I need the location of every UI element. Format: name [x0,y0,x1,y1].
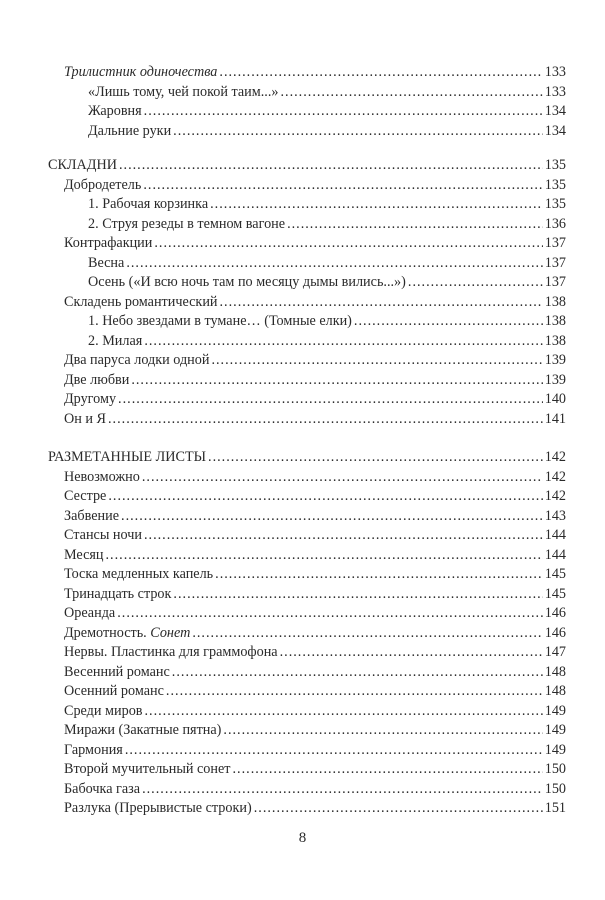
entry-page-number: 137 [544,235,566,251]
entry-page-number: 133 [544,64,566,80]
toc-entry [48,83,566,103]
entry-title-italic: Трилистник одиночества [64,64,218,80]
toc-entry [48,332,566,352]
toc-entry [48,234,566,254]
entry-page-number: 135 [544,176,566,193]
entry-title [64,780,140,800]
entry-title-text: Забвение [64,507,120,524]
toc-entry [48,487,566,507]
entry-title [64,702,142,722]
entry-page-number: 143 [544,507,566,524]
dot-leader [144,702,542,722]
entry-page-number: 149 [544,722,566,738]
toc-entry [48,371,566,391]
dot-leader [173,585,542,605]
dot-leader [131,371,542,391]
entry-page-number: 148 [544,663,566,680]
dot-leader [210,195,543,215]
entry-title-text: Сестре [64,488,107,504]
dot-leader [192,624,542,644]
dot-leader [125,741,543,761]
entry-title-text: РАЗМЕТАННЫЕ ЛИСТЫ [48,449,207,465]
dot-leader [287,215,543,235]
entry-page-number: 137 [544,274,566,290]
entry-page-number: 148 [544,683,566,699]
entry-title [88,273,406,293]
entry-title-text: 1. Рабочая корзинка [88,196,209,212]
entry-title [64,721,221,741]
entry-page-number: 138 [544,293,566,310]
entry-page-number: 150 [544,780,566,797]
entry-title [64,487,106,507]
dot-leader [208,448,543,468]
dot-leader [144,332,542,352]
entry-title [88,83,278,103]
entry-page-number: 140 [544,391,566,407]
toc-entry [48,410,566,430]
toc-entry [48,546,566,566]
dot-leader [172,663,543,683]
dot-leader [119,156,543,176]
toc-entry [48,156,566,176]
entry-title [64,741,123,761]
toc-entry [48,448,566,468]
dot-leader [166,682,543,702]
entry-title [48,156,117,176]
entry-title [64,624,190,644]
entry-title-text: СКЛАДНИ [48,157,117,173]
entry-title [88,215,285,235]
entry-page-number: 134 [544,122,566,139]
entry-page-number: 133 [544,83,566,100]
entry-page-number: 147 [544,644,566,660]
entry-title [64,546,104,566]
toc-entry [48,624,566,644]
entry-title-text: Контрафакции [64,235,153,251]
dot-leader [233,760,543,780]
entry-title-text: Складень романтический [64,293,218,310]
entry-page-number: 134 [544,103,566,119]
entry-title-text: Он и Я [64,410,106,427]
toc-entry [48,390,566,410]
entry-title [88,122,171,142]
entry-title [88,195,208,215]
entry-title [64,604,115,624]
entry-page-number: 145 [544,566,566,582]
entry-title [64,507,119,527]
entry-title [64,293,218,313]
entry-title [88,254,124,274]
entry-title [64,799,252,819]
entry-page-number: 150 [544,761,566,777]
toc-entry [48,102,566,122]
entry-page-number: 149 [544,702,566,719]
entry-page-number: 142 [544,468,566,485]
entry-title-text: Разлука (Прерывистые строки) [64,800,252,816]
entry-page-number: 138 [544,332,566,349]
toc-entry [48,195,566,215]
entry-title [64,643,278,663]
entry-page-number: 139 [544,352,566,368]
entry-title [88,332,142,352]
entry-page-number: 144 [544,527,566,543]
dot-leader [121,507,543,527]
toc-entry [48,273,566,293]
dot-leader [215,565,543,585]
toc-entry [48,351,566,371]
dot-leader [408,273,543,293]
entry-page-number: 141 [544,410,566,427]
entry-title [64,585,171,605]
toc-entry [48,780,566,800]
entry-title-text: Осенний романс [64,683,164,699]
toc-entry [48,643,566,663]
entry-title-text: 2. Милая [88,332,143,349]
toc-entry [48,293,566,313]
entry-title [64,410,106,430]
toc-entry [48,215,566,235]
entry-page-number: 142 [544,488,566,504]
entry-title-text: Весенний романс [64,663,170,680]
entry-title-text: Месяц [64,546,104,563]
toc-entry [48,254,566,274]
toc-section [48,448,566,819]
entry-title [64,663,170,683]
entry-page-number: 136 [544,215,566,232]
entry-title-text: Среди миров [64,702,143,719]
dot-leader [280,643,543,663]
entry-title-text: Тринадцать строк [64,585,172,602]
toc-entry [48,507,566,527]
entry-title-text: Весна [88,254,125,271]
entry-page-number: 135 [544,196,566,212]
toc-entry [48,760,566,780]
entry-page-number: 146 [544,605,566,621]
toc-entry [48,468,566,488]
dot-leader [126,254,542,274]
dot-leader [173,122,543,142]
toc-entry [48,122,566,142]
dot-leader [143,176,542,196]
entry-title-italic: Сонет [150,624,191,641]
dot-leader [106,546,543,566]
dot-leader [144,102,543,122]
entry-page-number: 146 [544,624,566,641]
entry-title-text: Бабочка газа [64,780,141,797]
entry-title [48,448,206,468]
entry-page-number: 151 [544,800,566,816]
entry-page-number: 145 [544,585,566,602]
dot-leader [354,312,543,332]
dot-leader [254,799,543,819]
entry-title [64,390,116,410]
entry-title-text: Стансы ночи [64,527,142,543]
entry-title [64,63,217,83]
toc-entry [48,526,566,546]
toc-entry [48,312,566,332]
dot-leader [280,83,542,103]
entry-title-text: Дальние руки [88,122,172,139]
entry-title-text: 1. Небо звездами в тумане… (Томные елки) [88,313,352,329]
dot-leader [142,468,543,488]
entry-title-text: Тоска медленных капель [64,566,214,582]
entry-title-text: Невозможно [64,468,140,485]
toc-entry [48,176,566,196]
entry-title [64,234,152,254]
toc-section [48,156,566,429]
entry-title-text: Два паруса лодки одной [64,352,210,368]
entry-title-text: Другому [64,391,117,407]
entry-title-text: «Лишь тому, чей покой таим...» [88,83,279,100]
page-number: 8 [298,830,307,846]
entry-page-number: 144 [544,546,566,563]
toc-entry [48,741,566,761]
dot-leader [220,293,543,313]
entry-title-text: Осень («И всю ночь там по месяцу дымы вились...») [88,274,406,290]
entry-title-text: Дремотность. [64,624,151,641]
entry-title [64,565,213,585]
toc-entry [48,799,566,819]
entry-title [64,468,140,488]
toc-entry [48,663,566,683]
entry-title [88,312,352,332]
toc-entry [48,682,566,702]
entry-title [88,102,142,122]
table-of-contents [48,48,566,819]
entry-title [64,682,164,702]
dot-leader [154,234,542,254]
dot-leader [108,410,543,430]
entry-page-number: 137 [544,254,566,271]
entry-title [64,351,209,371]
toc-entry [48,721,566,741]
entry-title-text: Две любви [64,371,130,388]
entry-page-number: 149 [544,741,566,758]
entry-page-number: 138 [544,313,566,329]
dot-leader [118,390,543,410]
toc-entry [48,63,566,83]
dot-leader [219,63,542,83]
entry-title-text: Нервы. Пластинка для граммофона [64,644,278,660]
toc-entry [48,585,566,605]
entry-title-text: Добродетель [64,176,142,193]
dot-leader [108,487,542,507]
entry-title [64,371,129,391]
entry-title-text: Миражи (Закатные пятна) [64,722,222,738]
entry-title-text: Гармония [64,741,123,758]
entry-title-text: 2. Струя резеды в темном вагоне [88,215,286,232]
entry-page-number: 142 [544,449,566,465]
toc-entry [48,565,566,585]
dot-leader [142,780,543,800]
toc-entry [48,702,566,722]
toc-entry [48,604,566,624]
entry-title-text: Второй мучительный сонет [64,761,231,777]
entry-title [64,760,231,780]
dot-leader [223,721,542,741]
toc-section [48,63,566,141]
dot-leader [144,526,543,546]
entry-title-text: Ореанда [64,605,116,621]
entry-page-number: 139 [544,371,566,388]
dot-leader [117,604,543,624]
entry-page-number: 135 [544,157,566,173]
dot-leader [211,351,542,371]
entry-title-text: Жаровня [88,103,142,119]
entry-title [64,176,141,196]
entry-title [64,526,142,546]
